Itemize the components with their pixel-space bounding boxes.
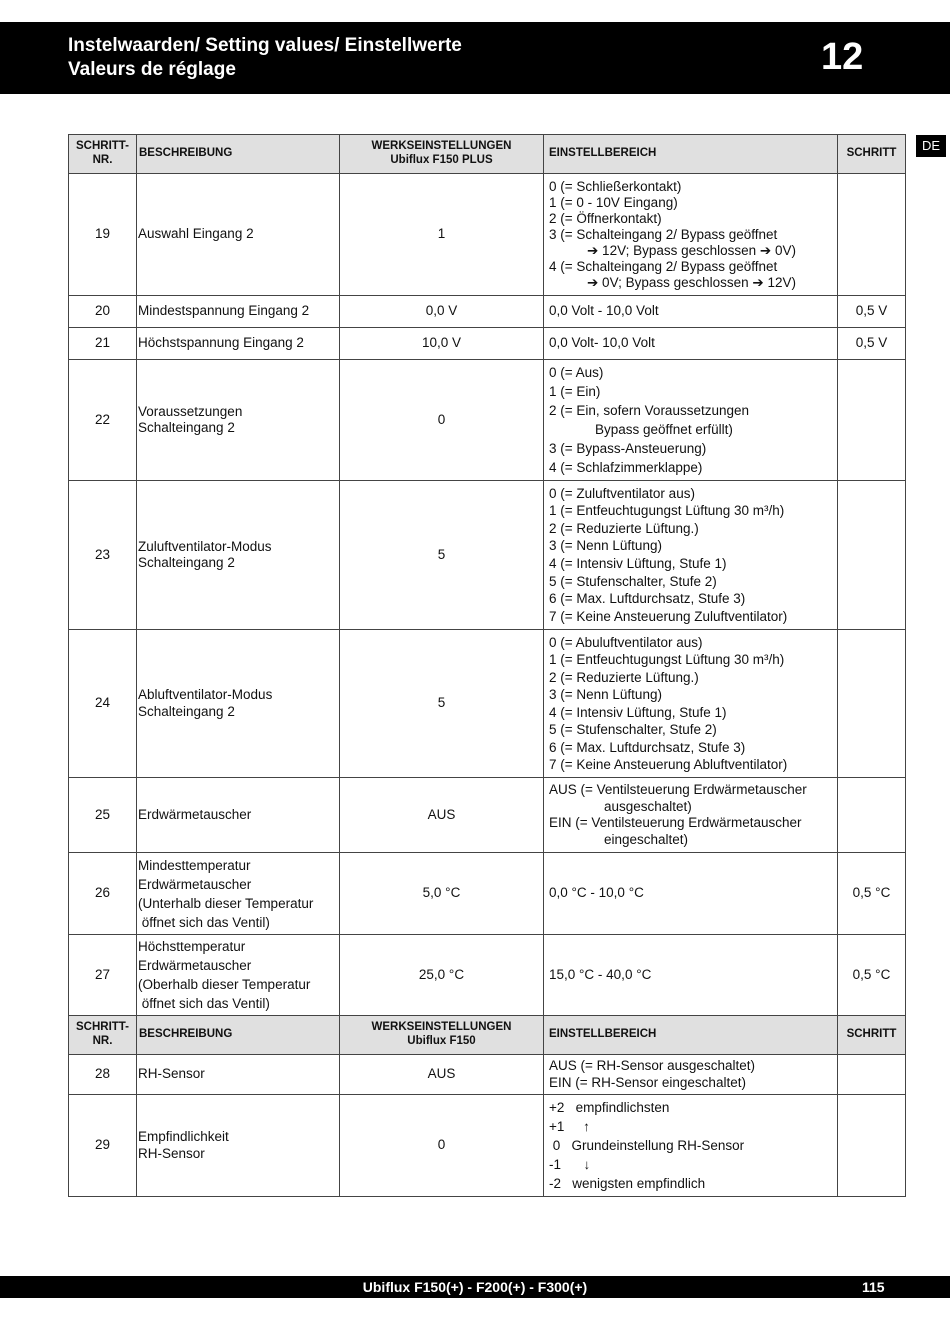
settings-table (68, 134, 906, 1197)
range-line: 1 (= 0 - 10V Eingang) (549, 194, 678, 210)
desc-line: Schalteingang 2 (138, 420, 235, 435)
row-nr: 21 (69, 328, 137, 360)
row-range: 0,0 °C - 10,0 °C (544, 853, 838, 935)
row-nr: 26 (69, 853, 137, 935)
range-line: 0 (= Zuluftventilator aus) (549, 485, 695, 501)
row-range (544, 630, 838, 778)
col-header-defaults (340, 135, 544, 174)
row-description (137, 360, 340, 481)
range-line: EIN (= RH-Sensor eingeschaltet) (549, 1074, 746, 1090)
col-header-step-nr-line2: NR. (92, 1035, 113, 1047)
desc-line: Voraussetzungen (138, 403, 243, 419)
range-line: 5 (= Stufenschalter, Stufe 2) (549, 573, 717, 589)
col-header-range: EINSTELLBEREICH (544, 1016, 838, 1055)
row-step (838, 1095, 906, 1197)
range-line: +1 ↑ (549, 1119, 590, 1134)
row-step: 0,5 °C (838, 935, 906, 1016)
col-header-range: EINSTELLBEREICH (544, 135, 838, 174)
desc-line: Mindesttemperatur (138, 857, 251, 873)
row-range (544, 778, 838, 853)
range-line: Bypass geöffnet erfüllt) (595, 422, 733, 437)
row-range (544, 1095, 838, 1197)
row-range (544, 481, 838, 630)
col-header-defaults-line2: Ubiflux F150 PLUS (390, 154, 493, 166)
desc-line: Erdwärmetauscher (138, 958, 252, 973)
desc-line: (Unterhalb dieser Temperatur (138, 895, 314, 911)
range-line: 2 (= Ein, sofern Voraussetzungen (549, 403, 750, 418)
range-line: ausgeschaltet) (604, 798, 692, 814)
row-default: 5,0 °C (340, 853, 544, 935)
col-header-step-nr-line1: SCHRITT- (75, 1021, 130, 1034)
language-tab: DE (916, 135, 946, 157)
desc-line: (Oberhalb dieser Temperatur (138, 977, 311, 992)
table-row (69, 481, 906, 630)
range-line: 7 (= Keine Ansteuerung Zuluftventilator) (549, 608, 788, 624)
range-line: 0 Grundeinstellung RH-Sensor (549, 1138, 745, 1153)
table-row (69, 1055, 906, 1095)
row-step: 0,5 °C (838, 853, 906, 935)
range-line: 2 (= Öffnerkontakt) (549, 210, 662, 226)
col-header-defaults-line1: WERKSEINSTELLUNGEN (371, 1021, 512, 1034)
row-default: 10,0 V (340, 328, 544, 360)
desc-line: öffnet sich das Ventil) (138, 914, 270, 930)
page-footer (0, 1276, 950, 1298)
header-title-line1: Instelwaarden/ Setting values/ Einstellwerte (68, 35, 462, 56)
col-header-description: BESCHREIBUNG (137, 1016, 340, 1055)
range-line: EIN (= Ventilsteuerung Erdwärmetauscher (549, 815, 802, 830)
row-nr: 24 (69, 630, 137, 778)
range-line: 2 (= Reduzierte Lüftung.) (549, 520, 699, 536)
row-default: 5 (340, 481, 544, 630)
range-line: 7 (= Keine Ansteuerung Abluftventilator) (549, 757, 788, 772)
range-line: 4 (= Intensiv Lüftung, Stufe 1) (549, 556, 727, 571)
desc-line: Schalteingang 2 (138, 703, 235, 719)
row-description: Mindestspannung Eingang 2 (137, 296, 340, 328)
range-line: 3 (= Nenn Lüftung) (549, 687, 662, 702)
range-line: 6 (= Max. Luftdurchsatz, Stufe 3) (549, 739, 746, 755)
row-nr: 19 (69, 174, 137, 296)
row-range: 15,0 °C - 40,0 °C (544, 935, 838, 1016)
row-range: 0,0 Volt- 10,0 Volt (544, 328, 838, 360)
range-line: 4 (= Intensiv Lüftung, Stufe 1) (549, 704, 727, 720)
table-row (69, 296, 906, 328)
col-header-defaults-line2: Ubiflux F150 (407, 1035, 476, 1047)
row-step (838, 778, 906, 853)
range-line: 3 (= Bypass-Ansteuerung) (549, 441, 707, 456)
range-line: 1 (= Ein) (549, 384, 601, 399)
row-range: 0,0 Volt - 10,0 Volt (544, 296, 838, 328)
col-header-step: SCHRITT (838, 1016, 906, 1055)
row-description (137, 935, 340, 1016)
row-range (544, 174, 838, 296)
row-step (838, 360, 906, 481)
row-description: RH-Sensor (137, 1055, 340, 1095)
row-step (838, 1055, 906, 1095)
range-line: ➔ 0V; Bypass geschlossen ➔ 12V) (587, 274, 796, 290)
row-description: Höchstspannung Eingang 2 (137, 328, 340, 360)
range-line: 3 (= Nenn Lüftung) (549, 538, 662, 554)
range-line: 3 (= Schalteingang 2/ Bypass geöffnet (549, 226, 778, 242)
row-default: 5 (340, 630, 544, 778)
row-default: 0 (340, 360, 544, 481)
desc-line: RH-Sensor (138, 1145, 205, 1161)
table-header-row (69, 135, 906, 174)
row-step (838, 630, 906, 778)
table-row (69, 328, 906, 360)
row-description (137, 853, 340, 935)
range-line: AUS (= RH-Sensor ausgeschaltet) (549, 1058, 755, 1073)
desc-line: Empfindlichkeit (138, 1129, 229, 1145)
row-description (137, 630, 340, 778)
range-line: 0 (= Abuluftventilator aus) (549, 634, 703, 650)
row-step: 0,5 V (838, 328, 906, 360)
row-nr: 25 (69, 778, 137, 853)
row-step (838, 174, 906, 296)
row-description: Auswahl Eingang 2 (137, 174, 340, 296)
row-step (838, 481, 906, 630)
row-range (544, 1055, 838, 1095)
desc-line: öffnet sich das Ventil) (138, 996, 270, 1011)
col-header-step-nr (69, 135, 137, 174)
range-line: eingeschaltet) (604, 831, 689, 847)
row-description: Erdwärmetauscher (137, 778, 340, 853)
col-header-step-nr-line1: SCHRITT- (75, 140, 130, 153)
row-nr: 22 (69, 360, 137, 481)
row-step: 0,5 V (838, 296, 906, 328)
range-line: 0 (= Schließerkontakt) (549, 178, 682, 194)
range-line: +2 empfindlichsten (549, 1100, 670, 1115)
range-line: 1 (= Entfeuchtugungst Lüftung 30 m³/h) (549, 652, 785, 667)
chapter-number: 12 (821, 36, 864, 78)
row-nr: 29 (69, 1095, 137, 1197)
row-default: AUS (340, 1055, 544, 1095)
table-row (69, 778, 906, 853)
col-header-defaults (340, 1016, 544, 1055)
row-description (137, 1095, 340, 1197)
range-line: 2 (= Reduzierte Lüftung.) (549, 669, 699, 685)
table-row (69, 935, 906, 1016)
page-number: 115 (862, 1279, 885, 1295)
page-header (0, 22, 950, 94)
desc-line: Zuluftventilator-Modus (138, 538, 272, 554)
range-line: -1 ↓ (549, 1157, 591, 1172)
row-nr: 27 (69, 935, 137, 1016)
row-range (544, 360, 838, 481)
col-header-step: SCHRITT (838, 135, 906, 174)
header-title-line2: Valeurs de réglage (68, 59, 236, 80)
table-row (69, 360, 906, 481)
desc-line: Erdwärmetauscher (138, 876, 252, 892)
col-header-step-nr-line2: NR. (92, 154, 113, 166)
footer-title: Ubiflux F150(+) - F200(+) - F300(+) (362, 1279, 588, 1295)
table-row (69, 853, 906, 935)
row-default: 1 (340, 174, 544, 296)
row-default: 25,0 °C (340, 935, 544, 1016)
row-nr: 20 (69, 296, 137, 328)
col-header-defaults-line1: WERKSEINSTELLUNGEN (371, 140, 512, 153)
table-row (69, 630, 906, 778)
row-default: 0 (340, 1095, 544, 1197)
range-line: AUS (= Ventilsteuerung Erdwärmetauscher (549, 782, 807, 797)
row-description (137, 481, 340, 630)
table-row (69, 174, 906, 296)
range-line: 5 (= Stufenschalter, Stufe 2) (549, 722, 717, 737)
table-row (69, 1095, 906, 1197)
col-header-description: BESCHREIBUNG (137, 135, 340, 174)
range-line: 6 (= Max. Luftdurchsatz, Stufe 3) (549, 591, 746, 607)
desc-line: Höchsttemperatur (138, 939, 246, 954)
row-default: AUS (340, 778, 544, 853)
range-line: 4 (= Schalteingang 2/ Bypass geöffnet (549, 258, 778, 274)
range-line: 0 (= Aus) (549, 365, 604, 380)
range-line: 4 (= Schlafzimmerklappe) (549, 460, 703, 475)
row-nr: 23 (69, 481, 137, 630)
table-header-row-2 (69, 1016, 906, 1055)
range-line: ➔ 12V; Bypass geschlossen ➔ 0V) (587, 242, 796, 258)
row-default: 0,0 V (340, 296, 544, 328)
row-nr: 28 (69, 1055, 137, 1095)
desc-line: Schalteingang 2 (138, 555, 235, 570)
range-line: -2 wenigsten empfindlich (549, 1176, 706, 1191)
range-line: 1 (= Entfeuchtugungst Lüftung 30 m³/h) (549, 503, 785, 519)
col-header-step-nr (69, 1016, 137, 1055)
desc-line: Abluftventilator-Modus (138, 687, 273, 703)
